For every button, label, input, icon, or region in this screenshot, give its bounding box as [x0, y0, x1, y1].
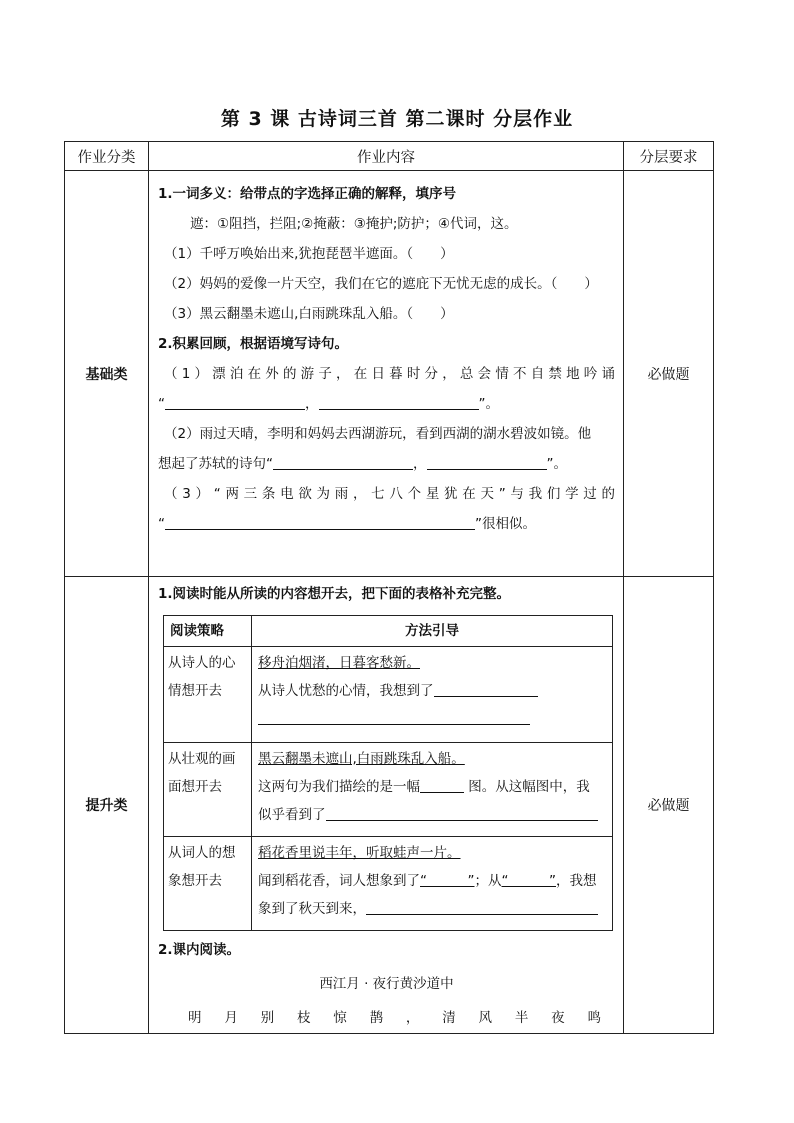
basic-q2-item-1: （1）漂泊在外的游子，在日暮时分，总会情不自禁地吟诵: [164, 366, 615, 382]
answer-blank[interactable]: [326, 804, 598, 821]
answer-blank[interactable]: [165, 393, 305, 410]
quote: 移舟泊烟渚，日暮客愁新。: [258, 655, 420, 671]
strategy-table: [163, 615, 613, 931]
header-requirement: 分层要求: [624, 142, 714, 171]
basic-q1-definition: 遮：①阻挡，拦阻;②掩蔽：③掩护;防护；④代词，这。: [190, 216, 518, 232]
header-category: 作业分类: [65, 142, 149, 171]
basic-q1-heading: 1.一词多义：给带点的字选择正确的解释，填序号: [158, 186, 457, 202]
strategy-header: 阅读策略: [164, 616, 252, 647]
header-content: 作业内容: [149, 142, 624, 171]
basic-q2-item-1-blanks: “ ， ”。: [158, 389, 615, 419]
header-row: [65, 142, 714, 171]
basic-q1-item-1: （1）千呼万唤始出来,犹抱琵琶半遮面。（ ）: [164, 246, 454, 262]
basic-q2-item-3: （3）“两三条电欲为雨，七八个星犹在天”与我们学过的: [164, 486, 615, 502]
answer-blank[interactable]: [319, 393, 479, 410]
advanced-q1-heading: 1.阅读时能从所读的内容想开去，把下面的表格补充完整。: [158, 586, 511, 602]
guide-cell: 移舟泊烟渚，日暮客愁新。 从诗人忧愁的心情，我想到了: [252, 647, 613, 743]
basic-q2-item-2-blanks: 想起了苏轼的诗句“ ， ”。: [158, 449, 615, 479]
answer-blank[interactable]: [366, 898, 598, 915]
poem-title: 西江月 · 夜行黄沙道中: [319, 976, 454, 992]
basic-q2-heading: 2.积累回顾，根据语境写诗句。: [158, 336, 349, 352]
guide-header: 方法引导: [252, 616, 613, 647]
answer-blank[interactable]: [434, 680, 538, 697]
advanced-requirement: 必做题: [624, 577, 714, 1034]
basic-category: 基础类: [65, 171, 149, 577]
answer-blank[interactable]: [273, 453, 413, 470]
basic-row: [65, 171, 714, 577]
basic-requirement: 必做题: [624, 171, 714, 577]
basic-q1-item-3: （3）黑云翻墨未遮山,白雨跳珠乱入船。（ ）: [164, 306, 454, 322]
basic-content: [149, 171, 624, 577]
advanced-category: 提升类: [65, 577, 149, 1034]
strategy-cell: 从词人的想 象想开去: [164, 837, 252, 931]
basic-q2-item-2: （2）雨过天晴，李明和妈妈去西湖游玩，看到西湖的湖水碧波如镜。他: [164, 426, 592, 442]
answer-blank[interactable]: “ ”: [501, 873, 556, 889]
advanced-q2-heading: 2.课内阅读。: [158, 942, 241, 958]
guide-cell: 稻花香里说丰年，听取蛙声一片。 闻到稻花香，词人想象到了“ ”；从“ ”，我想 象到了秋天到来，: [252, 837, 613, 931]
homework-table: [64, 141, 714, 1034]
answer-blank[interactable]: [165, 513, 475, 530]
answer-blank[interactable]: [427, 453, 547, 470]
strategy-cell: 从诗人的心 情想开去: [164, 647, 252, 743]
answer-blank[interactable]: “ ”: [420, 873, 475, 889]
guide-cell: 黑云翻墨未遮山,白雨跳珠乱入船。 这两句为我们描绘的是一幅 图。从这幅图中，我 似乎看到了: [252, 743, 613, 837]
table-row: [164, 743, 613, 837]
quote: 稻花香里说丰年，听取蛙声一片。: [258, 845, 461, 861]
basic-q2-item-3-blanks: “ ”很相似。: [158, 509, 615, 539]
answer-blank[interactable]: [258, 708, 530, 725]
table-row: [164, 647, 613, 743]
quote: 黑云翻墨未遮山,白雨跳珠乱入船。: [258, 751, 465, 767]
strategy-cell: 从壮观的画 面想开去: [164, 743, 252, 837]
advanced-row: [65, 577, 714, 1034]
basic-q1-item-2: （2）妈妈的爱像一片天空，我们在它的遮庇下无忧无虑的成长。（ ）: [164, 276, 598, 292]
answer-blank[interactable]: [420, 776, 464, 793]
table-row: [164, 837, 613, 931]
page-title: 第 3 课 古诗词三首 第二课时 分层作业: [220, 108, 574, 130]
advanced-content: [149, 577, 624, 1034]
poem-line: 明 月 别 枝 惊 鹊 ， 清 风 半 夜 鸣: [188, 1010, 601, 1026]
